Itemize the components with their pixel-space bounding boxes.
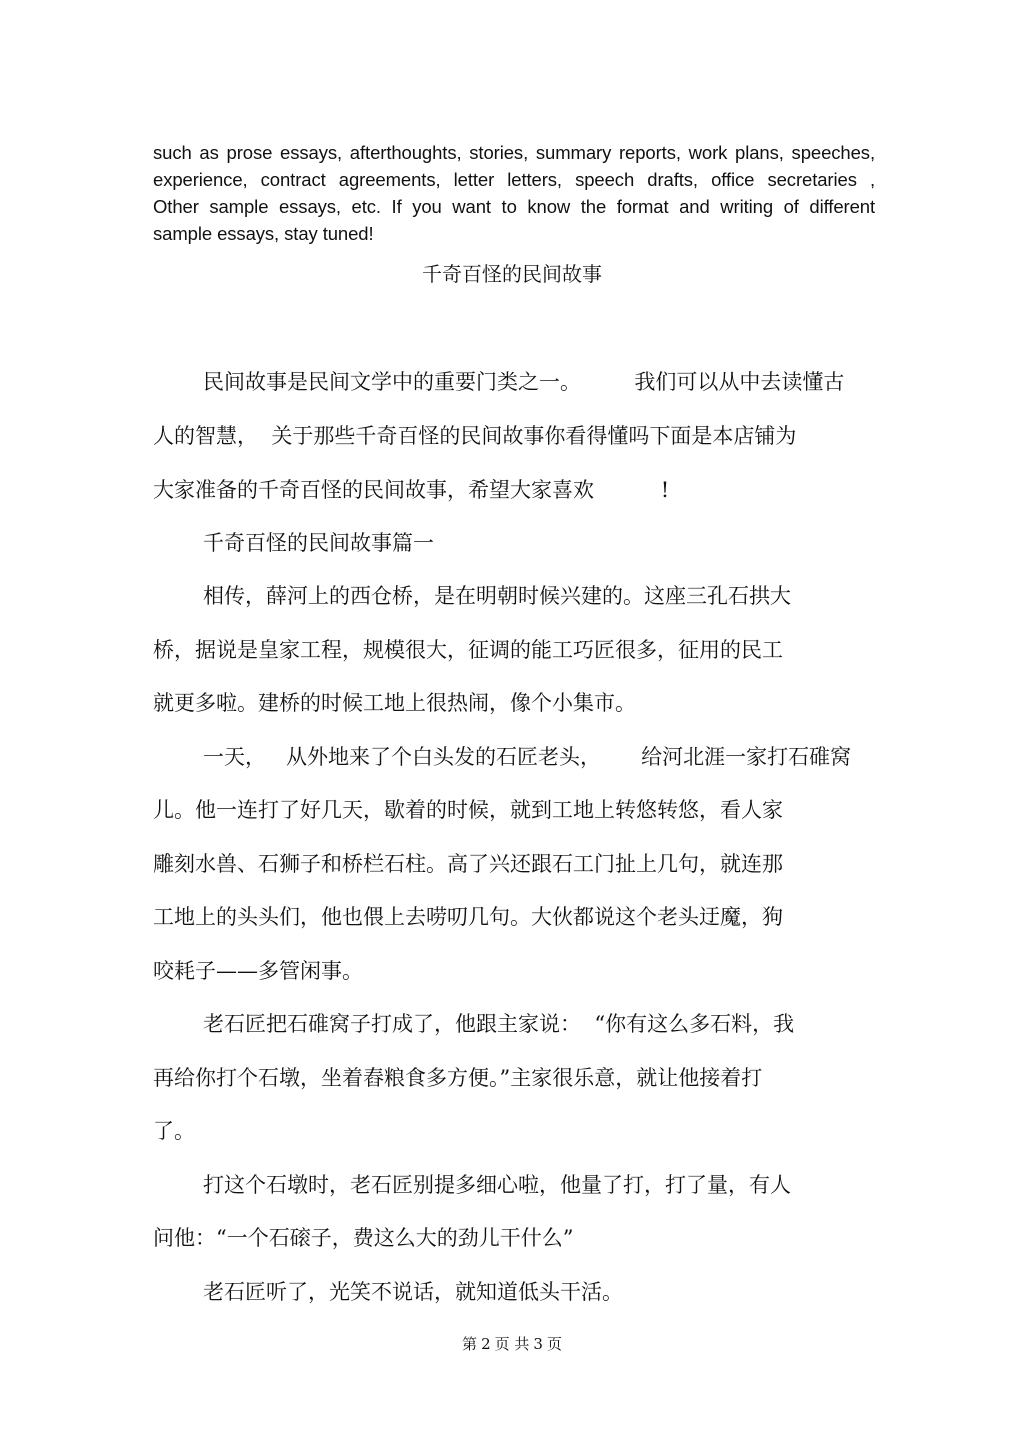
paragraph-line: 咬耗子——多管闲事。: [153, 959, 363, 983]
paragraph-line: 问他：“一个石磙子，费这么大的劲儿干什么”: [153, 1226, 574, 1250]
intro-line: sample essays, stay tuned!: [153, 223, 374, 244]
intro-line: experience, contract agreements, letter letters, speech drafts, office secretaries ,: [153, 169, 875, 190]
intro-paragraph: [153, 139, 875, 247]
intro-line: such as prose essays, afterthoughts, stories, summary reports, work plans, speeches,: [153, 142, 875, 163]
paragraph-line: 打这个石墩时，老石匠别提多细心啦，他量了打，打了量，有人: [203, 1173, 791, 1197]
paragraph-line: 儿。他一连打了好几天，歇着的时候，就到工地上转悠转悠，看人家: [153, 798, 783, 822]
paragraph-line: 桥，据说是皇家工程，规模很大，征调的能工巧匠很多，征用的民工: [153, 638, 783, 662]
paragraph-line: 了。: [153, 1119, 195, 1143]
paragraph-line: 再给你打个石墩，坐着舂粮食多方便。”主家很乐意，就让他接着打: [153, 1066, 763, 1090]
footer-suffix: 页: [546, 1335, 562, 1353]
footer-prefix: 第: [462, 1335, 478, 1353]
paragraph-line: 人的智慧， 关于那些千奇百怪的民间故事你看得懂吗下面是本店铺为: [153, 424, 797, 448]
paragraph-line: 大家准备的千奇百怪的民间故事，希望大家喜欢 !: [153, 478, 670, 502]
paragraph-line: 民间故事是民间文学中的重要门类之一。 我们可以从中去读懂古: [203, 370, 845, 394]
page-footer: [0, 1333, 1024, 1354]
footer-middle: 页 共: [494, 1335, 530, 1353]
paragraph-line: 老石匠听了，光笑不说话，就知道低头干活。: [203, 1280, 623, 1304]
paragraph-line: 一天， 从外地来了个白头发的石匠老头， 给河北涯一家打石碓窝: [203, 745, 852, 769]
intro-line: Other sample essays, etc. If you want to know the format and writing of different: [153, 196, 875, 217]
document-title: 千奇百怪的民间故事: [422, 262, 602, 286]
paragraph-line: 雕刻水兽、石狮子和桥栏石柱。高了兴还跟石工门扯上几句，就连那: [153, 852, 783, 876]
current-page-number: 2: [481, 1335, 491, 1353]
paragraph-line: 相传，薛河上的西仓桥，是在明朝时候兴建的。这座三孔石拱大: [203, 584, 791, 608]
section-heading: 千奇百怪的民间故事篇一: [203, 531, 434, 555]
paragraph-line: 老石匠把石碓窝子打成了，他跟主家说： “你有这么多石料，我: [203, 1012, 795, 1036]
paragraph-line: 工地上的头头们，他也偎上去唠叨几句。大伙都说这个老头迂魔，狗: [153, 905, 783, 929]
paragraph-line: 就更多啦。建桥的时候工地上很热闹，像个小集市。: [153, 691, 636, 715]
total-page-count: 3: [533, 1335, 543, 1353]
